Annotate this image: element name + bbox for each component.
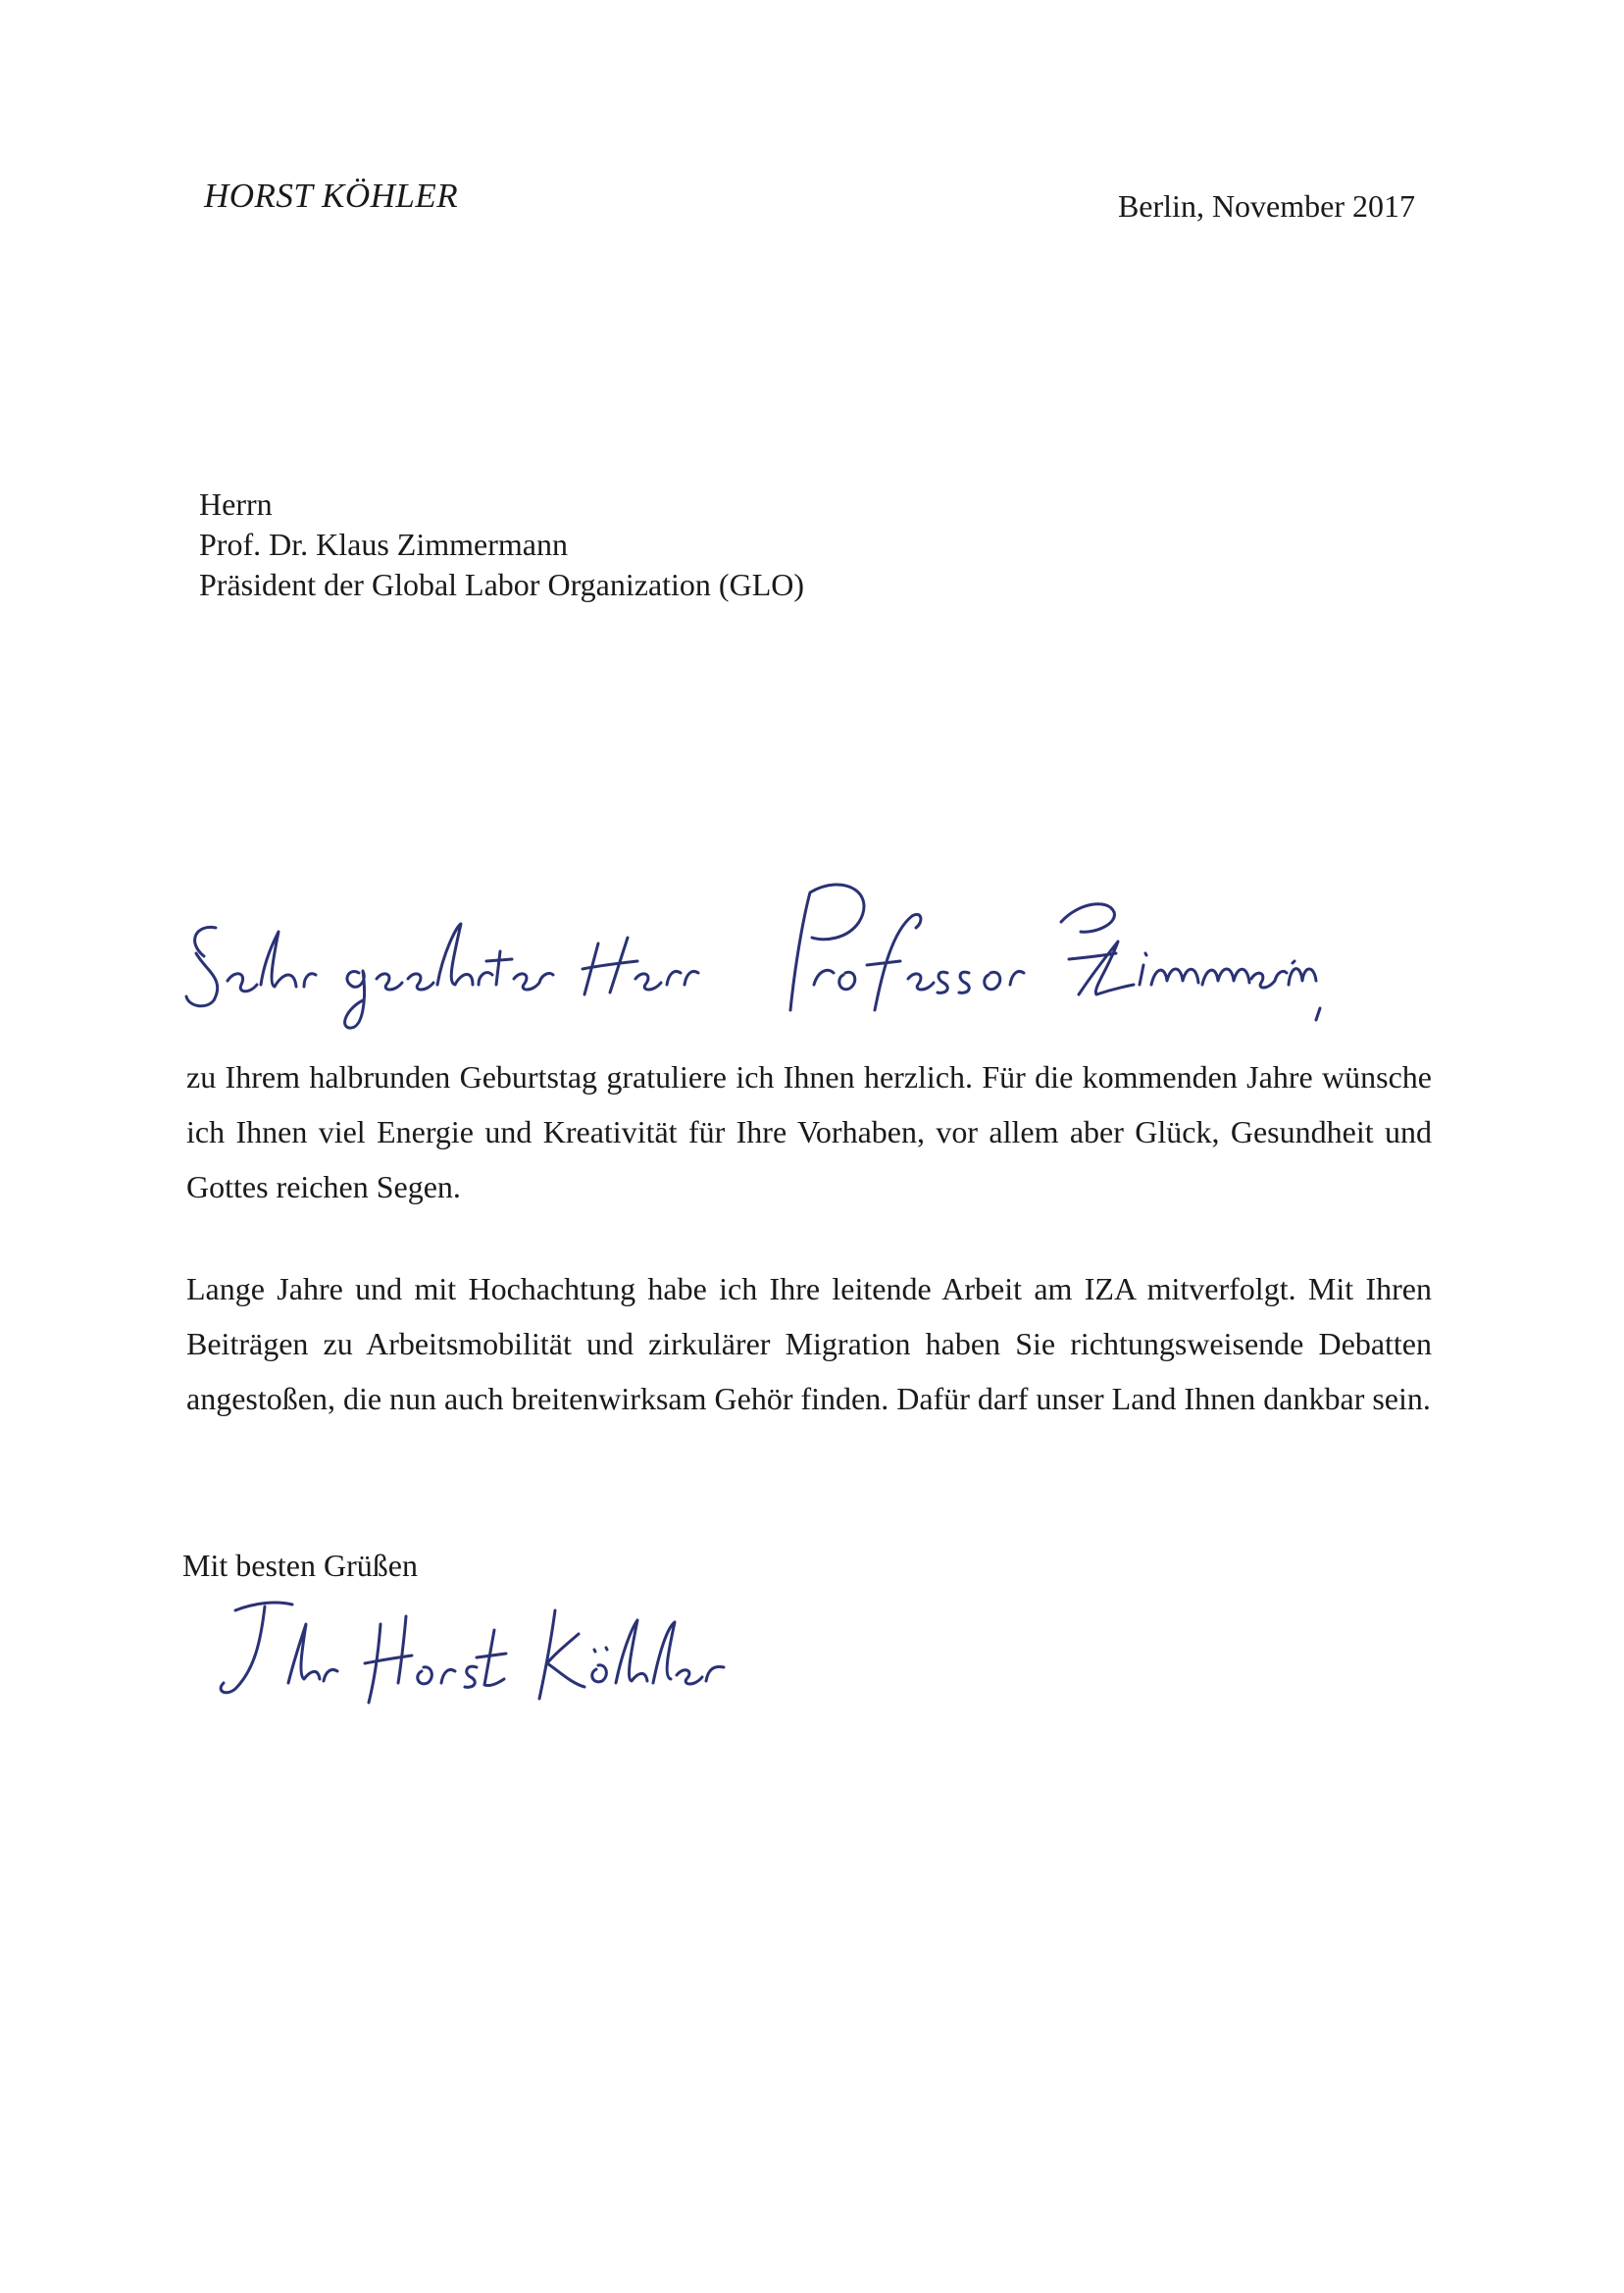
handwritten-salutation	[167, 863, 1324, 1030]
body-paragraph-2: Lange Jahre und mit Hochachtung habe ich Ihre leitende Arbeit am IZA mitverfolgt. Mit Ihren Beiträgen zu Arbeitsmobilität und zirkulärer Migration haben Sie richtungsweisende Debatten angestoßen, die nun auch breitenwirksam Gehör finden. Dafür darf unser Land Ihnen dankbar sein.	[186, 1271, 1432, 1416]
recipient-address	[199, 484, 804, 605]
body-paragraph-1: zu Ihrem halbrunden Geburtstag gratuliere ich Ihnen herzlich. Für die kommenden Jahre wünsche ich Ihnen viel Energie und Kreativität für Ihre Vorhaben, vor allem aber Glück, Gesundheit und Gottes reichen Segen.	[186, 1059, 1432, 1204]
recipient-title: Präsident der Global Labor Organization (GLO)	[199, 567, 804, 602]
handwritten-signature	[206, 1581, 736, 1708]
closing-phrase: Mit besten Grüßen	[182, 1548, 418, 1583]
recipient-salutation-line: Herrn	[199, 486, 273, 522]
letter-date: Berlin, November 2017	[1117, 188, 1415, 224]
letterhead-sender-name: HORST KÖHLER	[204, 177, 459, 215]
recipient-name: Prof. Dr. Klaus Zimmermann	[199, 527, 568, 562]
